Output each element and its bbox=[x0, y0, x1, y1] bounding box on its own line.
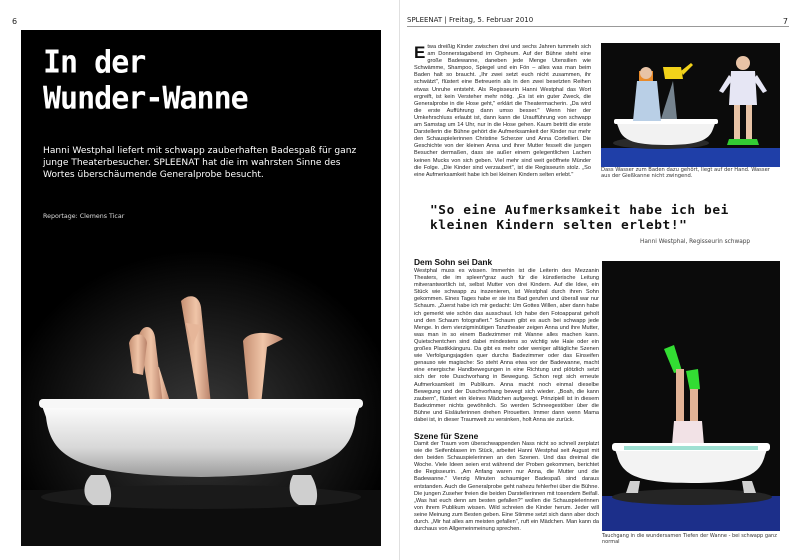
feature-box bbox=[21, 30, 381, 546]
photo-caption-1: Dass Wasser zum Baden dazu gehört, liegt auf der Hand. Wasser aus der Gießkanne nicht zwingend. bbox=[601, 167, 770, 180]
drop-cap: E bbox=[414, 43, 426, 62]
section-heading-2: Szene für Szene bbox=[414, 431, 479, 441]
article-intro bbox=[414, 44, 591, 179]
title-line-1: In der bbox=[43, 44, 146, 81]
photo-caption-2: Tauchgang in die wundersamen Tiefen der Wanne - bei schwapp ganz normal bbox=[602, 533, 777, 545]
bathtub-legs-photo bbox=[21, 235, 381, 546]
bathtub-illustration bbox=[21, 235, 381, 546]
watering-can-illustration bbox=[601, 43, 780, 167]
watering-can-photo bbox=[601, 43, 780, 167]
section-1-text: Westphal muss es wissen. Immerhin ist die Leiterin des Mezzanin Theaters, die im spleen*graz auch für die künstlerische Leitung mitverantwortlich ist, selbst Mutter von drei Kindern. Auf die Idee, ein Stück wie schwapp zu inszenieren, ist Westphal durch ihren Sohn gekommen. Eines Tages habe er sie ins Bad gerufen und überall war nur Schaum. „Zuerst habe ich mir gedacht: Um Gottes Willen, aber dann habe ich gemerkt wie schön das ausschaut. Ich habe den Fotoapparat geholt und den Schaum fotografiert." Schaum gibt es auch bei schwapp jede Menge. In dem vierzigminütigen Tanztheater zeigen Anna und ihre Mutter, was man in so einem Badezimmer mit Wanne alles machen kann. Quietschentchen sind dabei mindestens so wichtig wie Haie oder ein großes Plastikkänguru. Da gibt es mehr oder weniger alltägliche Szenen wie Verfolgungsjagden quer durchs Badezimmer oder das Einseifen genauso wie magische: So steht Anna etwa vor der Badewanne, macht eine energische Handbewegungen in eine Richtung und plötzlich setzt sich der rote Duschvorhang in Bewegung. Schon regt sich erneute Aufmerksamkeit im Publikum. Anna macht noch einmal dieselbe Bewegung und der Duschvorhang bewegt sich wieder. „Boah, die kann zaubern", flüstert ein kleines Mädchen aufgeregt. Prinzipiell ist in diesem Badezimmer nichts gewöhnlich. So werden Schneegestöber über die Bühne und Eisläuferinnen drehen Pirouetten. Immer dann wenn Mama dabei ist, in dieser Traumwelt zu versinken, holt Anna sie zurück. bbox=[414, 268, 599, 423]
running-head-text: SPLEENAT | Freitag, 5. Februar 2010 bbox=[407, 16, 534, 24]
diving-tub-illustration bbox=[602, 261, 780, 531]
page-number-right: 7 bbox=[782, 17, 788, 26]
byline: Reportage: Clemens Ticar bbox=[43, 213, 125, 220]
feature-title bbox=[43, 45, 248, 116]
page-number-left: 6 bbox=[12, 17, 18, 26]
section-2-text: Damit der Traum vom überschwappenden Nass nicht so schnell zerplatzt wie die Seifenblasen im Stück, arbeitet Hanni Westphal seit August mit den beiden Schauspielerinnen an den Szenen. Und das dreimal die Woche. Viele Ideen seien erst während der Proben gekommen, berichtet die Regisseurin. „Am Anfang waren nur Anna, die Mutter und die Badewanne." Vierzig Minuten schaumiger Badespaß sind daraus entstanden. Auch die Generalprobe geht nahezu fehlerfrei über die Bühne. Die jungen Zuseher freien die beiden Darstellerinnen mit tosendem Beifall. „Was hat euch denn am besten gefallen?" wollen die Schauspielerinnen von ihrem Publikum wissen. Wild schreien die Kinder herum. Jeder will seine Meinung zum Besten geben. Eine Stimme setzt sich dann aber doch durch. „Mir hat alles am meisten gefallen", ruft ein Mädchen. Man kann da durchaus von Allgemeinmeinung sprechen. bbox=[414, 441, 599, 533]
section-heading-1: Dem Sohn sei Dank bbox=[414, 257, 493, 267]
title-line-2: Wunder-Wanne bbox=[43, 79, 248, 117]
pull-quote: "So eine Aufmerksamkeit habe ich bei kleinen Kindern selten erlebt!" bbox=[430, 203, 729, 233]
lead-paragraph: Hanni Westphal liefert mit schwapp zauberhaften Badespaß für ganz junge Theaterbesucher. SPLEENAT hat die im wahrsten Sinne des Wortes überschäumende Generalprobe besucht. bbox=[43, 146, 357, 181]
intro-text: twa dreißig Kinder zwischen drei und sechs Jahren tummeln sich am Donnerstagabend im Orpheum. Auf der Bühne steht eine große Badewanne, daneben jede Menge Utensilien wie Schwämme, Shampoo, Spiegel und ein Fön – alles was man beim Baden halt so braucht. „Ihr zwei setzt euch nicht zusammen, ihr schwätzt", flüstert eine Betreuerin als in den zwei besetzten Reihen etwas Unruhe entsteht. Als Regisseurin Hanni Westphal das Wort ergreift, ist kein Versteher mehr nötig. „Es ist ein guter Zweck, die Generalprobe in die Hose geht," erklärt die Theatermacherin. „Da wird die erste Aufführung dann umso besser." Wenn hier der Umkehrschluss erlaubt ist, dann kann die Uraufführung von schwapp am Samstag um 14 Uhr, nur in die Hose gehen. Kaum betritt die erste Darstellerin die Bühne gehört die Aufmerksamkeit der Kinder nur mehr den Schauspielerinnen Christine Scherzer und Anna Cortellieri. Die Geschichte von der kleinen Anna und ihrer Mutter fesselt die jungen Besucher dermaßen, dass sie außer einem gelegentlichen Lachen keinen Mucks von sich geben. Viel mehr sind weit geöffnete Münder die Folge. „Die Kinder sind verzaubert", ist die Regisseurin stolz. „So eine Aufmerksamkeit habe ich bei kleinen Kindern selten erlebt." bbox=[414, 44, 591, 178]
diving-tub-photo bbox=[602, 261, 780, 531]
pull-quote-source: Hanni Westphal, Regisseurin schwapp bbox=[640, 239, 751, 245]
running-head bbox=[407, 16, 789, 27]
